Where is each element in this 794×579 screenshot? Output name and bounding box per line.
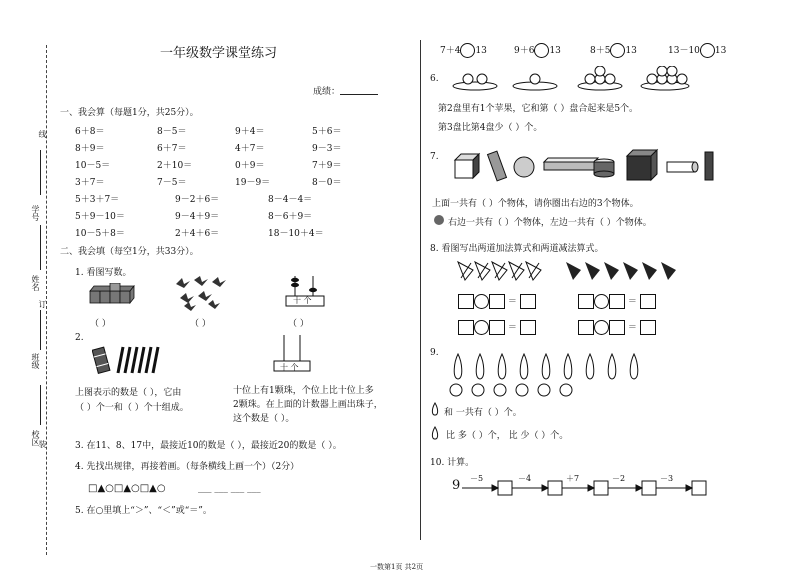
calc-item: 7－5＝ — [157, 178, 187, 188]
calc-item: 4＋7＝ — [235, 144, 265, 154]
compare-left: 9＋6 — [514, 46, 535, 56]
margin-label-ding: 订 — [38, 300, 47, 308]
chain-arrows — [462, 474, 722, 496]
answer-box[interactable] — [578, 320, 594, 335]
chain-op-5: －3 — [660, 474, 674, 483]
calc-item: 8－0＝ — [312, 178, 342, 188]
pointing-hand-icon — [432, 214, 446, 226]
answer-box[interactable] — [640, 294, 656, 309]
q2-label: 2. — [75, 333, 84, 343]
compare-item-3 — [590, 43, 637, 58]
calc-item: 8－6＋9＝ — [268, 212, 313, 222]
page-divider — [420, 40, 421, 540]
equation-row: ＝ — [458, 320, 536, 335]
q3-text: 3. 在11、8、17中，最接近10的数是（ ），最接近20的数是（ ）。 — [75, 441, 342, 451]
q8-text: 8. 看图写出两道加法算式和两道减法算式。 — [430, 244, 604, 254]
xingming-field[interactable] — [40, 225, 41, 270]
compare-circle[interactable] — [700, 43, 715, 58]
q1-label: 1. 看图写数。 — [75, 268, 132, 278]
calc-item: 2＋10＝ — [157, 161, 193, 171]
calc-item: 2＋4＋6＝ — [175, 229, 220, 239]
compare-left: 13－10 — [668, 46, 700, 56]
page-title: 一年级数学课堂练习 — [160, 46, 278, 61]
chain-op-1: －5 — [470, 474, 484, 483]
cube-blocks-image — [88, 283, 140, 307]
abacus-label-q1: 十 个 — [293, 296, 312, 305]
q2-text-1: 上图表示的数是（ ），它由 — [75, 388, 182, 398]
answer-box[interactable] — [458, 320, 474, 335]
margin-label-xuexiao: 校区 — [31, 430, 40, 446]
q7-label: 7. — [430, 152, 439, 162]
calc-item: 8＋9＝ — [75, 144, 105, 154]
calc-item: 0＋9＝ — [235, 161, 265, 171]
pear-apple-icon — [430, 402, 444, 416]
q6-text-2: 第3盘比第4盘少（ ）个。 — [438, 123, 543, 133]
answer-box[interactable] — [609, 320, 625, 335]
margin-label-zhuang: 装 — [38, 440, 47, 448]
apples-row-image — [448, 380, 588, 398]
calc-item: 8－5＝ — [157, 127, 187, 137]
equation-row: ＝ — [458, 294, 536, 309]
chain-op-3: ＋7 — [566, 474, 580, 483]
q7-text-1: 上面一共有（ ）个物体，请你圈出右边的3个物体。 — [432, 199, 639, 209]
q9-text-2: 比 多（ ）个， 比 少（ ）个。 — [446, 431, 569, 441]
pinwheels-black-image — [563, 258, 683, 284]
compare-circle[interactable] — [460, 43, 475, 58]
margin-label-banji: 班级 — [31, 353, 40, 369]
operator-circle[interactable] — [474, 320, 489, 335]
compare-right: 13 — [625, 46, 637, 56]
calc-item: 5＋9－10＝ — [75, 212, 125, 222]
answer-box[interactable] — [489, 294, 505, 309]
q5-text: 5. 在○里填上“＞”、“＜”或“＝”。 — [75, 506, 212, 516]
calc-item: 5＋6＝ — [312, 127, 342, 137]
section2-heading: 二、我会填（每空1分，共33分）。 — [60, 247, 199, 257]
equation-row: ＝ — [578, 320, 656, 335]
sticks-image — [92, 345, 162, 375]
abacus-label-q2: 十 个 — [280, 363, 299, 372]
score-field[interactable] — [340, 94, 378, 95]
answer-box[interactable] — [520, 320, 536, 335]
calc-item: 10－5＝ — [75, 161, 111, 171]
pears-row-image — [450, 350, 640, 382]
pinwheels-white-image — [455, 258, 555, 284]
compare-item-2 — [514, 43, 561, 58]
q1-answer-1[interactable]: （ ） — [90, 319, 111, 329]
margin-label-xuehao: 学号 — [31, 205, 40, 221]
answer-box[interactable] — [520, 294, 536, 309]
compare-right: 13 — [714, 46, 727, 56]
answer-box[interactable] — [578, 294, 594, 309]
calc-item: 9－2＋6＝ — [175, 195, 220, 205]
compare-right: 13 — [475, 46, 487, 56]
q6-label: 6. — [430, 74, 439, 84]
chain-op-2: －4 — [518, 474, 532, 483]
q10-text: 10. 计算。 — [430, 458, 475, 468]
solid-shapes-image — [452, 148, 722, 186]
chain-start: 9 — [452, 478, 461, 493]
section1-heading: 一、我会算（每题1分，共25分）。 — [60, 108, 199, 118]
compare-circle[interactable] — [534, 43, 549, 58]
pear-apple-icon — [430, 426, 444, 440]
q1-answer-2[interactable]: （ ） — [190, 319, 211, 329]
calc-item: 18－10＋4＝ — [268, 229, 324, 239]
q9-label: 9. — [430, 348, 439, 358]
calc-item: 9＋4＝ — [235, 127, 265, 137]
compare-left: 7＋4 — [440, 46, 461, 56]
compare-left: 8＋5 — [590, 46, 611, 56]
operator-circle[interactable] — [594, 294, 609, 309]
answer-box[interactable] — [609, 294, 625, 309]
answer-box[interactable] — [489, 320, 505, 335]
q4-blanks[interactable]: ___ ___ ___ ___ — [198, 483, 261, 493]
birds-image — [172, 276, 230, 312]
chain-op-4: －2 — [612, 474, 626, 483]
apple-plates-image — [450, 66, 700, 92]
margin-label-xingming: 姓名 — [31, 275, 40, 291]
score-label: 成绩： — [313, 87, 341, 97]
page-footer: 一数第1页 共2页 — [370, 563, 424, 571]
margin-label-xian: 线 — [38, 130, 47, 138]
xuehao-field[interactable] — [40, 150, 41, 195]
calc-item: 6＋8＝ — [75, 127, 105, 137]
calc-item: 19－9＝ — [235, 178, 271, 188]
xuexiao-field[interactable] — [40, 385, 41, 425]
calc-chain — [452, 478, 460, 493]
compare-circle[interactable] — [610, 43, 625, 58]
operator-circle[interactable] — [594, 320, 609, 335]
q4-text: 4. 先找出规律，再接着画。（每条横线上画一个）（2分） — [75, 462, 300, 472]
q6-text-1: 第2盘里有1个苹果，它和第（ ）盘合起来是5个。 — [438, 104, 639, 114]
calc-item: 8－4－4＝ — [268, 195, 313, 205]
compare-item-4 — [668, 43, 726, 58]
q2-text-2: （ ）个一和（ ）个十组成。 — [75, 403, 189, 413]
q7-text-2: 右边一共有（ ）个物体，左边一共有（ ）个物体。 — [448, 218, 652, 228]
banji-field[interactable] — [40, 310, 41, 350]
compare-right: 13 — [549, 46, 561, 56]
compare-item-1 — [440, 43, 487, 58]
q2-right-text-2: 2颗珠。在上面的计数器上画出珠子， — [233, 400, 383, 410]
answer-box[interactable] — [458, 294, 474, 309]
calc-item: 10－5＋8＝ — [75, 229, 125, 239]
calc-item: 3＋7＝ — [75, 178, 105, 188]
q2-right-text-1: 十位上有1颗珠，个位上比十位上多 — [233, 386, 374, 396]
answer-box[interactable] — [640, 320, 656, 335]
calc-item: 9－4＋9＝ — [175, 212, 220, 222]
q9-text-1: 和 一共有（ ）个。 — [444, 408, 522, 418]
calc-item: 6＋7＝ — [157, 144, 187, 154]
q4-pattern: □▲○□▲○□▲○ — [88, 483, 166, 494]
equation-row: ＝ — [578, 294, 656, 309]
calc-item: 7＋9＝ — [312, 161, 342, 171]
calc-item: 9－3＝ — [312, 144, 342, 154]
q1-answer-3[interactable]: （ ） — [288, 319, 309, 329]
operator-circle[interactable] — [474, 294, 489, 309]
calc-item: 5＋3＋7＝ — [75, 195, 120, 205]
q2-right-text-3: 这个数是（ ）。 — [233, 414, 295, 424]
